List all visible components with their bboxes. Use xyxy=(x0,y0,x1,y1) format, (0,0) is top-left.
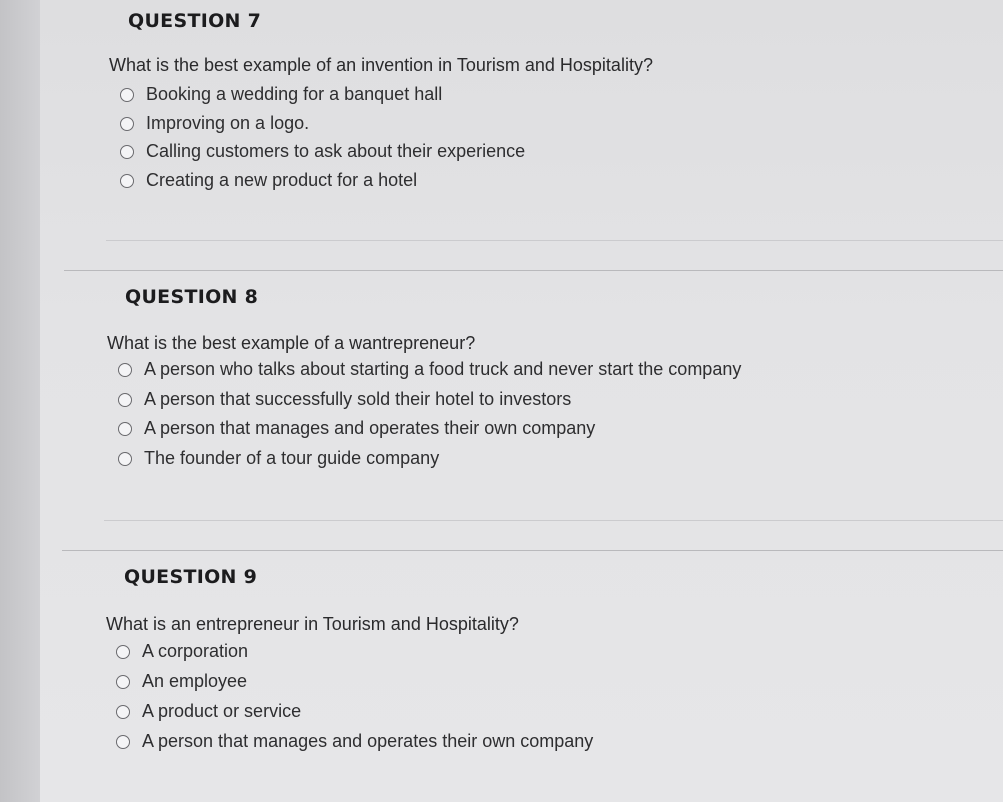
radio-button[interactable] xyxy=(120,88,134,102)
question-divider xyxy=(64,270,1003,271)
question-title: QUESTION 7 xyxy=(128,10,262,32)
radio-button[interactable] xyxy=(118,363,132,377)
answer-option[interactable] xyxy=(118,359,741,380)
option-label: The founder of a tour guide company xyxy=(144,448,440,468)
answer-option[interactable] xyxy=(118,418,595,439)
left-edge xyxy=(0,0,42,802)
answer-option[interactable] xyxy=(120,113,309,134)
answer-option[interactable] xyxy=(120,141,525,162)
option-label: A corporation xyxy=(142,641,249,661)
radio-button[interactable] xyxy=(116,675,130,689)
option-label: An employee xyxy=(142,671,248,691)
radio-button[interactable] xyxy=(118,452,132,466)
radio-button[interactable] xyxy=(116,735,130,749)
quiz-panel xyxy=(40,0,1003,802)
radio-button[interactable] xyxy=(120,174,134,188)
question-text: What is the best example of a wantrepreneur? xyxy=(107,333,476,353)
option-label: A product or service xyxy=(142,701,302,721)
question-title: QUESTION 8 xyxy=(125,286,259,308)
option-label: A person that manages and operates their own company xyxy=(144,418,596,438)
question-text: What is an entrepreneur in Tourism and Hospitality? xyxy=(106,614,519,634)
answer-option[interactable] xyxy=(116,701,301,722)
option-label: A person that successfully sold their hotel to investors xyxy=(144,389,572,409)
option-label: Improving on a logo. xyxy=(146,113,310,133)
divider xyxy=(106,240,1003,241)
option-label: Booking a wedding for a banquet hall xyxy=(146,84,443,104)
radio-button[interactable] xyxy=(120,117,134,131)
option-label: Creating a new product for a hotel xyxy=(146,170,418,190)
answer-option[interactable] xyxy=(116,641,248,662)
radio-button[interactable] xyxy=(120,145,134,159)
question-divider xyxy=(62,550,1003,551)
option-label: Calling customers to ask about their experience xyxy=(146,141,526,161)
answer-option[interactable] xyxy=(118,389,571,410)
answer-option[interactable] xyxy=(120,170,417,191)
radio-button[interactable] xyxy=(118,422,132,436)
answer-option[interactable] xyxy=(116,731,593,752)
radio-button[interactable] xyxy=(118,393,132,407)
question-title: QUESTION 9 xyxy=(124,566,258,588)
answer-option[interactable] xyxy=(116,671,247,692)
radio-button[interactable] xyxy=(116,645,130,659)
question-text: What is the best example of an invention in Tourism and Hospitality? xyxy=(109,55,653,75)
divider xyxy=(104,520,1003,521)
answer-option[interactable] xyxy=(120,84,442,105)
answer-option[interactable] xyxy=(118,448,439,469)
option-label: A person who talks about starting a food truck and never start the company xyxy=(144,359,742,379)
radio-button[interactable] xyxy=(116,705,130,719)
option-label: A person that manages and operates their own company xyxy=(142,731,594,751)
